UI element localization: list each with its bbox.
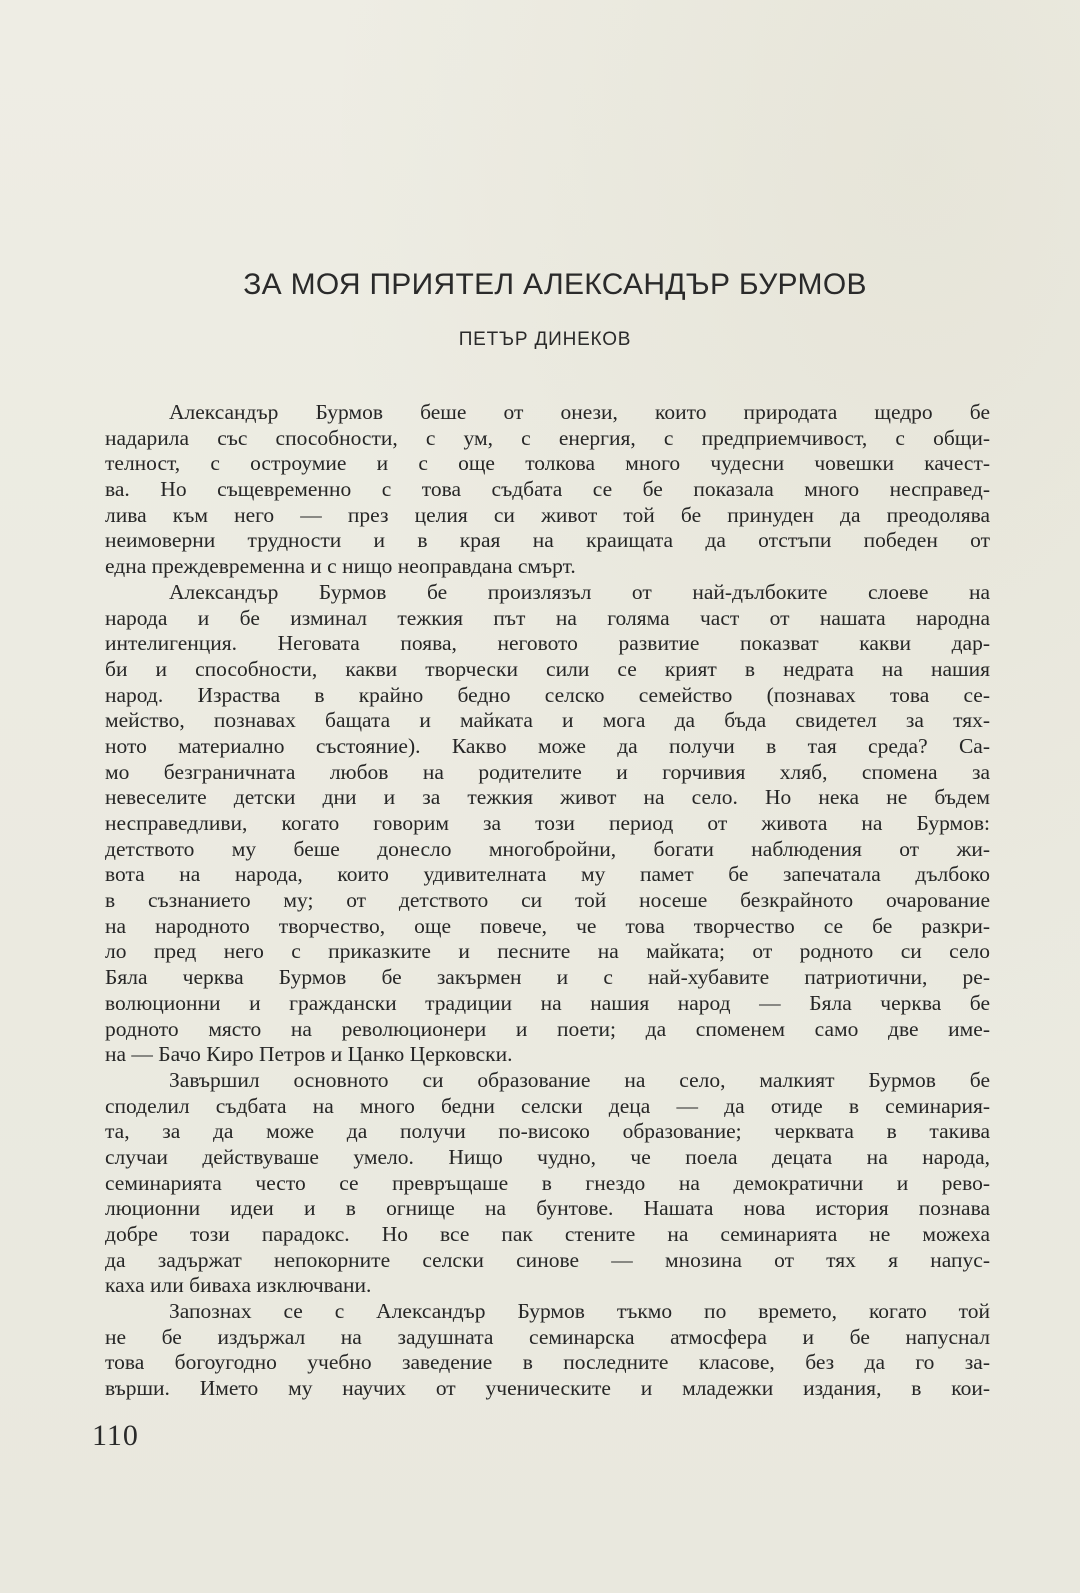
text-line: би и способности, какви творчески сили се крият в недрата на нашия [105, 656, 990, 681]
text-line: Александър Бурмов беше от онези, които природата щедро бе [169, 400, 990, 424]
text-line: несправедливи, когато говорим за този период от живота на Бурмов: [105, 811, 990, 835]
text-line: ното материално състояние). Какво може да получи в тая среда? Са- [105, 733, 990, 758]
text-line: Запознах се с Александър Бурмов тъкмо по времето, когато той [169, 1299, 990, 1324]
text-line: неимоверни трудности и в края на краищата да отстъпи победен от [105, 528, 990, 553]
text-line: върши. Името му научих от ученическите и младежки издания, в кои- [105, 1376, 990, 1401]
text-line: интелигенция. Неговата поява, неговото развитие показват какви дар- [105, 631, 990, 656]
text-line: семинарията често се превръщаше в гнездо на демократични и рево- [105, 1170, 990, 1195]
text-line: добре този парадокс. Но все пак стените на семинарията не можеха [105, 1222, 990, 1246]
text-line: Завършил основното си образование на село, малкият Бурмов бе [169, 1067, 990, 1092]
text-line: ло пред него с приказките и песните на майката; от родното си село [105, 939, 990, 964]
text-line: споделил съдбата на много бедни селски деца — да отиде в семинария- [105, 1093, 990, 1118]
text-line: вота на народа, които удивителната му памет бе запечатала дълбоко [105, 862, 990, 887]
text-line: народ. Израства в крайно бедно селско семейство (познавах това се- [105, 682, 990, 707]
text-line: на — Бачо Киро Петров и Цанко Церковски. [105, 1042, 513, 1067]
text-line: в съзнанието му; от детството си той носеше безкрайното очарование [105, 888, 990, 913]
text-line: не бе издържал на задушната семинарска атмосфера и бе напуснал [105, 1324, 990, 1349]
article-body [105, 400, 990, 1402]
text-line: родното място на революционери и поети; да споменем само две име- [105, 1016, 990, 1041]
text-line: телност, с остроумие и с още толкова много чудесни човешки качест- [105, 451, 990, 476]
text-line: мейство, познавах бащата и майката и мога да бъда свидетел за тях- [105, 708, 990, 733]
text-line: детството му беше донесло многобройни, богати наблюдения от жи- [105, 836, 990, 861]
text-line: каха или биваха изключвани. [105, 1273, 372, 1298]
page-number: 110 [92, 1419, 139, 1452]
text-line: та, за да може да получи по-високо образование; черквата в такива [105, 1119, 990, 1144]
text-line: на народното творчество, още повече, че това творчество се бе разкри- [105, 913, 990, 938]
text-line: ва. Но същевременно с това съдбата се бе показала много несправед- [105, 477, 990, 502]
text-line: една преждевременна и с нищо неоправдана смърт. [105, 554, 576, 579]
text-line: Бяла черква Бурмов бе закърмен и с най-хубавите патриотични, ре- [105, 965, 990, 990]
text-line: народа и бе изминал тежкия път на голяма част от нашата народна [105, 605, 990, 630]
text-line: волюционни и граждански традиции на нашия народ — Бяла черква бе [105, 990, 990, 1015]
text-line: да задържат непокорните селски синове — мнозина от тях я напус- [105, 1247, 990, 1272]
text-line: това богоугодно учебно заведение в последните класове, без да го за- [105, 1350, 990, 1375]
text-line: лива към него — през целия си живот той бе принуден да преодолява [105, 502, 990, 527]
text-line: люционни идеи и в огнище на бунтове. Нашата нова история познава [105, 1196, 990, 1221]
article-title: ЗА МОЯ ПРИЯТЕЛ АЛЕКСАНДЪР БУРМОВ [243, 268, 867, 301]
text-line: случаи действуваше умело. Нищо чудно, че поела децата на народа, [105, 1144, 990, 1169]
text-line: Александър Бурмов бе произлязъл от най-дълбоките слоеве на [169, 579, 990, 604]
article-author: ПЕТЪР ДИНЕКОВ [458, 329, 632, 350]
text-line: надарила със способности, с ум, с енергия, с предприемчивост, с общи- [105, 425, 990, 450]
text-line: мо безграничната любов на родителите и горчивия хляб, спомена за [105, 759, 990, 784]
text-line: невеселите детски дни и за тежкия живот на село. Но нека не бъдем [105, 785, 990, 810]
